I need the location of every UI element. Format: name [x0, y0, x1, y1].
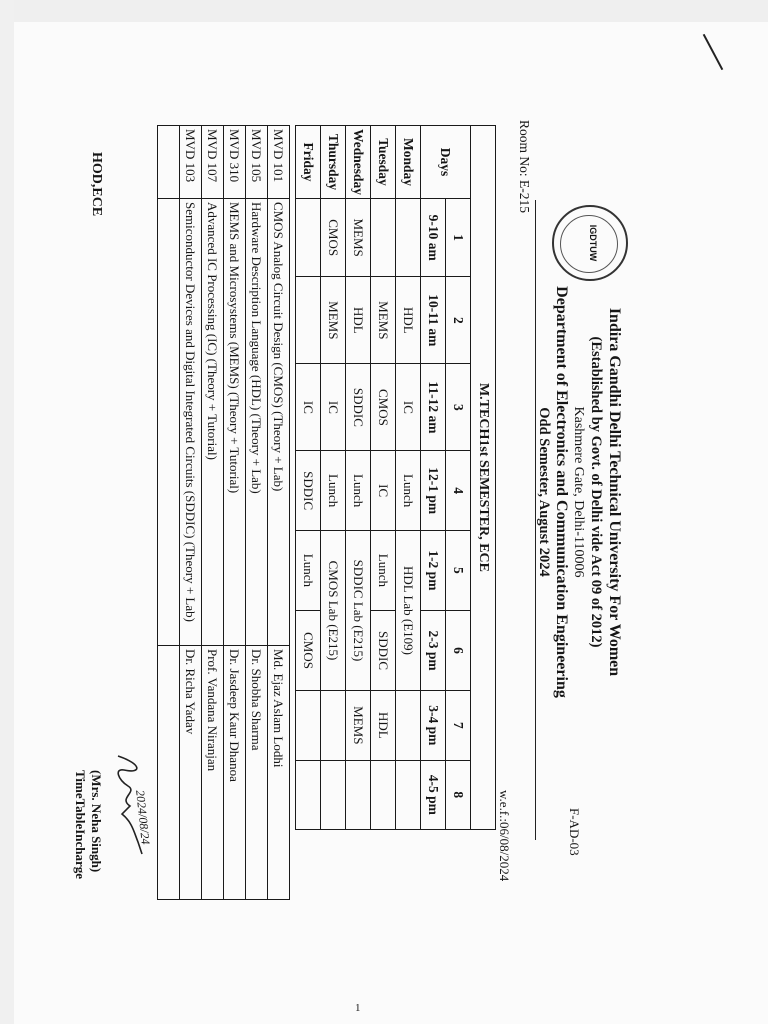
- class-cell: [396, 199, 421, 277]
- class-cell: Lunch: [371, 530, 396, 610]
- period-number: 1: [446, 199, 471, 277]
- room-number: Room No: E-215: [517, 120, 532, 213]
- class-cell: SDDIC: [371, 610, 396, 690]
- day-label: Friday: [296, 126, 321, 199]
- table-row: [371, 126, 396, 830]
- time-slot: 4-5 pm: [421, 760, 446, 829]
- course-code: MVD 103: [180, 126, 202, 199]
- class-cell: [371, 760, 396, 829]
- semester-label: Odd Semester, August 2024: [536, 407, 552, 577]
- class-cell: SDDIC: [346, 364, 371, 451]
- day-label: Wednesday: [346, 126, 371, 199]
- class-cell: Lunch: [296, 530, 321, 610]
- class-cell: [296, 199, 321, 277]
- period-number: 2: [446, 277, 471, 364]
- established-note: (Established by Govt. of Delhi vide Act 09 of 2012): [588, 336, 604, 648]
- class-cell: IC: [296, 364, 321, 451]
- period-number: 5: [446, 530, 471, 610]
- time-slot: 10-11 am: [421, 277, 446, 364]
- course-name: MEMS and Microsystems (MEMS) (Theory + Tutorial): [224, 199, 246, 646]
- class-cell: [396, 760, 421, 829]
- class-cell: CMOS: [321, 199, 346, 277]
- program-title: M.TECH1st SEMESTER, ECE: [471, 126, 496, 830]
- table-row: [296, 126, 321, 830]
- class-cell: [321, 760, 346, 829]
- timetable: [295, 125, 496, 830]
- class-cell: CMOS Lab (E215): [321, 530, 346, 690]
- hod-signature-label: HOD,ECE: [89, 152, 104, 217]
- class-cell: [371, 199, 396, 277]
- incharge-name: (Mrs. Neha Singh): [89, 770, 104, 873]
- class-cell: Lunch: [321, 451, 346, 530]
- effective-date: w.e.f.:06/08/2024: [497, 790, 512, 882]
- class-cell: HDL Lab (E109): [396, 530, 421, 690]
- table-row: [268, 126, 290, 900]
- course-name: Hardware Description Language (HDL) (Theory + Lab): [246, 199, 268, 646]
- class-cell: IC: [396, 364, 421, 451]
- table-row: [246, 126, 268, 900]
- page-number: 1: [355, 1002, 361, 1014]
- class-cell: CMOS: [296, 610, 321, 690]
- course-code: MVD 310: [224, 126, 246, 199]
- form-code: F-AD-03: [567, 808, 582, 856]
- table-row: [224, 126, 246, 900]
- time-slot: 11-12 am: [421, 364, 446, 451]
- class-cell: [296, 691, 321, 760]
- class-cell: [296, 277, 321, 364]
- class-cell: MEMS: [346, 199, 371, 277]
- class-cell: IC: [321, 364, 346, 451]
- course-name: Advanced IC Processing (IC) (Theory + Tutorial): [202, 199, 224, 646]
- class-cell: MEMS: [321, 277, 346, 364]
- address: Kashmere Gate, Delhi-110006: [571, 406, 586, 578]
- class-cell: SDDIC Lab (E215): [346, 530, 371, 690]
- time-slot: 12-1 pm: [421, 451, 446, 530]
- period-number: 8: [446, 760, 471, 829]
- class-cell: HDL: [396, 277, 421, 364]
- class-cell: Lunch: [346, 451, 371, 530]
- table-row: [421, 126, 446, 830]
- time-slot: 1-2 pm: [421, 530, 446, 610]
- university-name: Indira Gandhi Delhi Technical University For Women: [606, 307, 623, 677]
- course-name: [158, 199, 180, 646]
- header-rule: [535, 200, 536, 840]
- table-row: [446, 126, 471, 830]
- class-cell: [346, 760, 371, 829]
- class-cell: SDDIC: [296, 451, 321, 530]
- course-list: [157, 125, 290, 900]
- incharge-title: TimeTableIncharge: [73, 770, 88, 880]
- day-label: Monday: [396, 126, 421, 199]
- class-cell: [296, 760, 321, 829]
- course-code: MVD 107: [202, 126, 224, 199]
- period-number: 3: [446, 364, 471, 451]
- course-faculty: Md. Ejaz Aslam Lodhi: [268, 646, 290, 900]
- table-row: [202, 126, 224, 900]
- period-number: 7: [446, 691, 471, 760]
- day-label: Tuesday: [371, 126, 396, 199]
- class-cell: [321, 691, 346, 760]
- class-cell: IC: [371, 451, 396, 530]
- table-row: [180, 126, 202, 900]
- time-slot: 2-3 pm: [421, 610, 446, 690]
- course-faculty: Dr. Jasdeep Kaur Dhanoa: [224, 646, 246, 900]
- class-cell: MEMS: [371, 277, 396, 364]
- course-faculty: Dr. Richa Yadav: [180, 646, 202, 900]
- course-faculty: [158, 646, 180, 900]
- class-cell: HDL: [346, 277, 371, 364]
- course-faculty: Dr. Shobha Sharma: [246, 646, 268, 900]
- period-number: 6: [446, 610, 471, 690]
- department-name: Department of Electronics and Communication Engineering: [553, 286, 570, 698]
- class-cell: HDL: [371, 691, 396, 760]
- course-name: CMOS Analog Circuit Design (CMOS) (Theory + Lab): [268, 199, 290, 646]
- day-label: Thursday: [321, 126, 346, 199]
- period-number: 4: [446, 451, 471, 530]
- table-row: [471, 126, 496, 830]
- class-cell: CMOS: [371, 364, 396, 451]
- class-cell: MEMS: [346, 691, 371, 760]
- table-row: [346, 126, 371, 830]
- course-code: MVD 101: [268, 126, 290, 199]
- table-row: [158, 126, 180, 900]
- course-code: MVD 105: [246, 126, 268, 199]
- course-code: [158, 126, 180, 199]
- course-faculty: Prof. Vandana Niranjan: [202, 646, 224, 900]
- signature-date: 2024/08/24: [133, 789, 153, 846]
- time-slot: 9-10 am: [421, 199, 446, 277]
- days-header: Days: [421, 126, 471, 199]
- time-slot: 3-4 pm: [421, 691, 446, 760]
- table-row: [321, 126, 346, 830]
- course-name: Semiconductor Devices and Digital Integrated Circuits (SDDIC) (Theory + Lab): [180, 199, 202, 646]
- class-cell: Lunch: [396, 451, 421, 530]
- table-row: [396, 126, 421, 830]
- logo-wordmark: IGDTUW: [588, 224, 598, 262]
- class-cell: [396, 691, 421, 760]
